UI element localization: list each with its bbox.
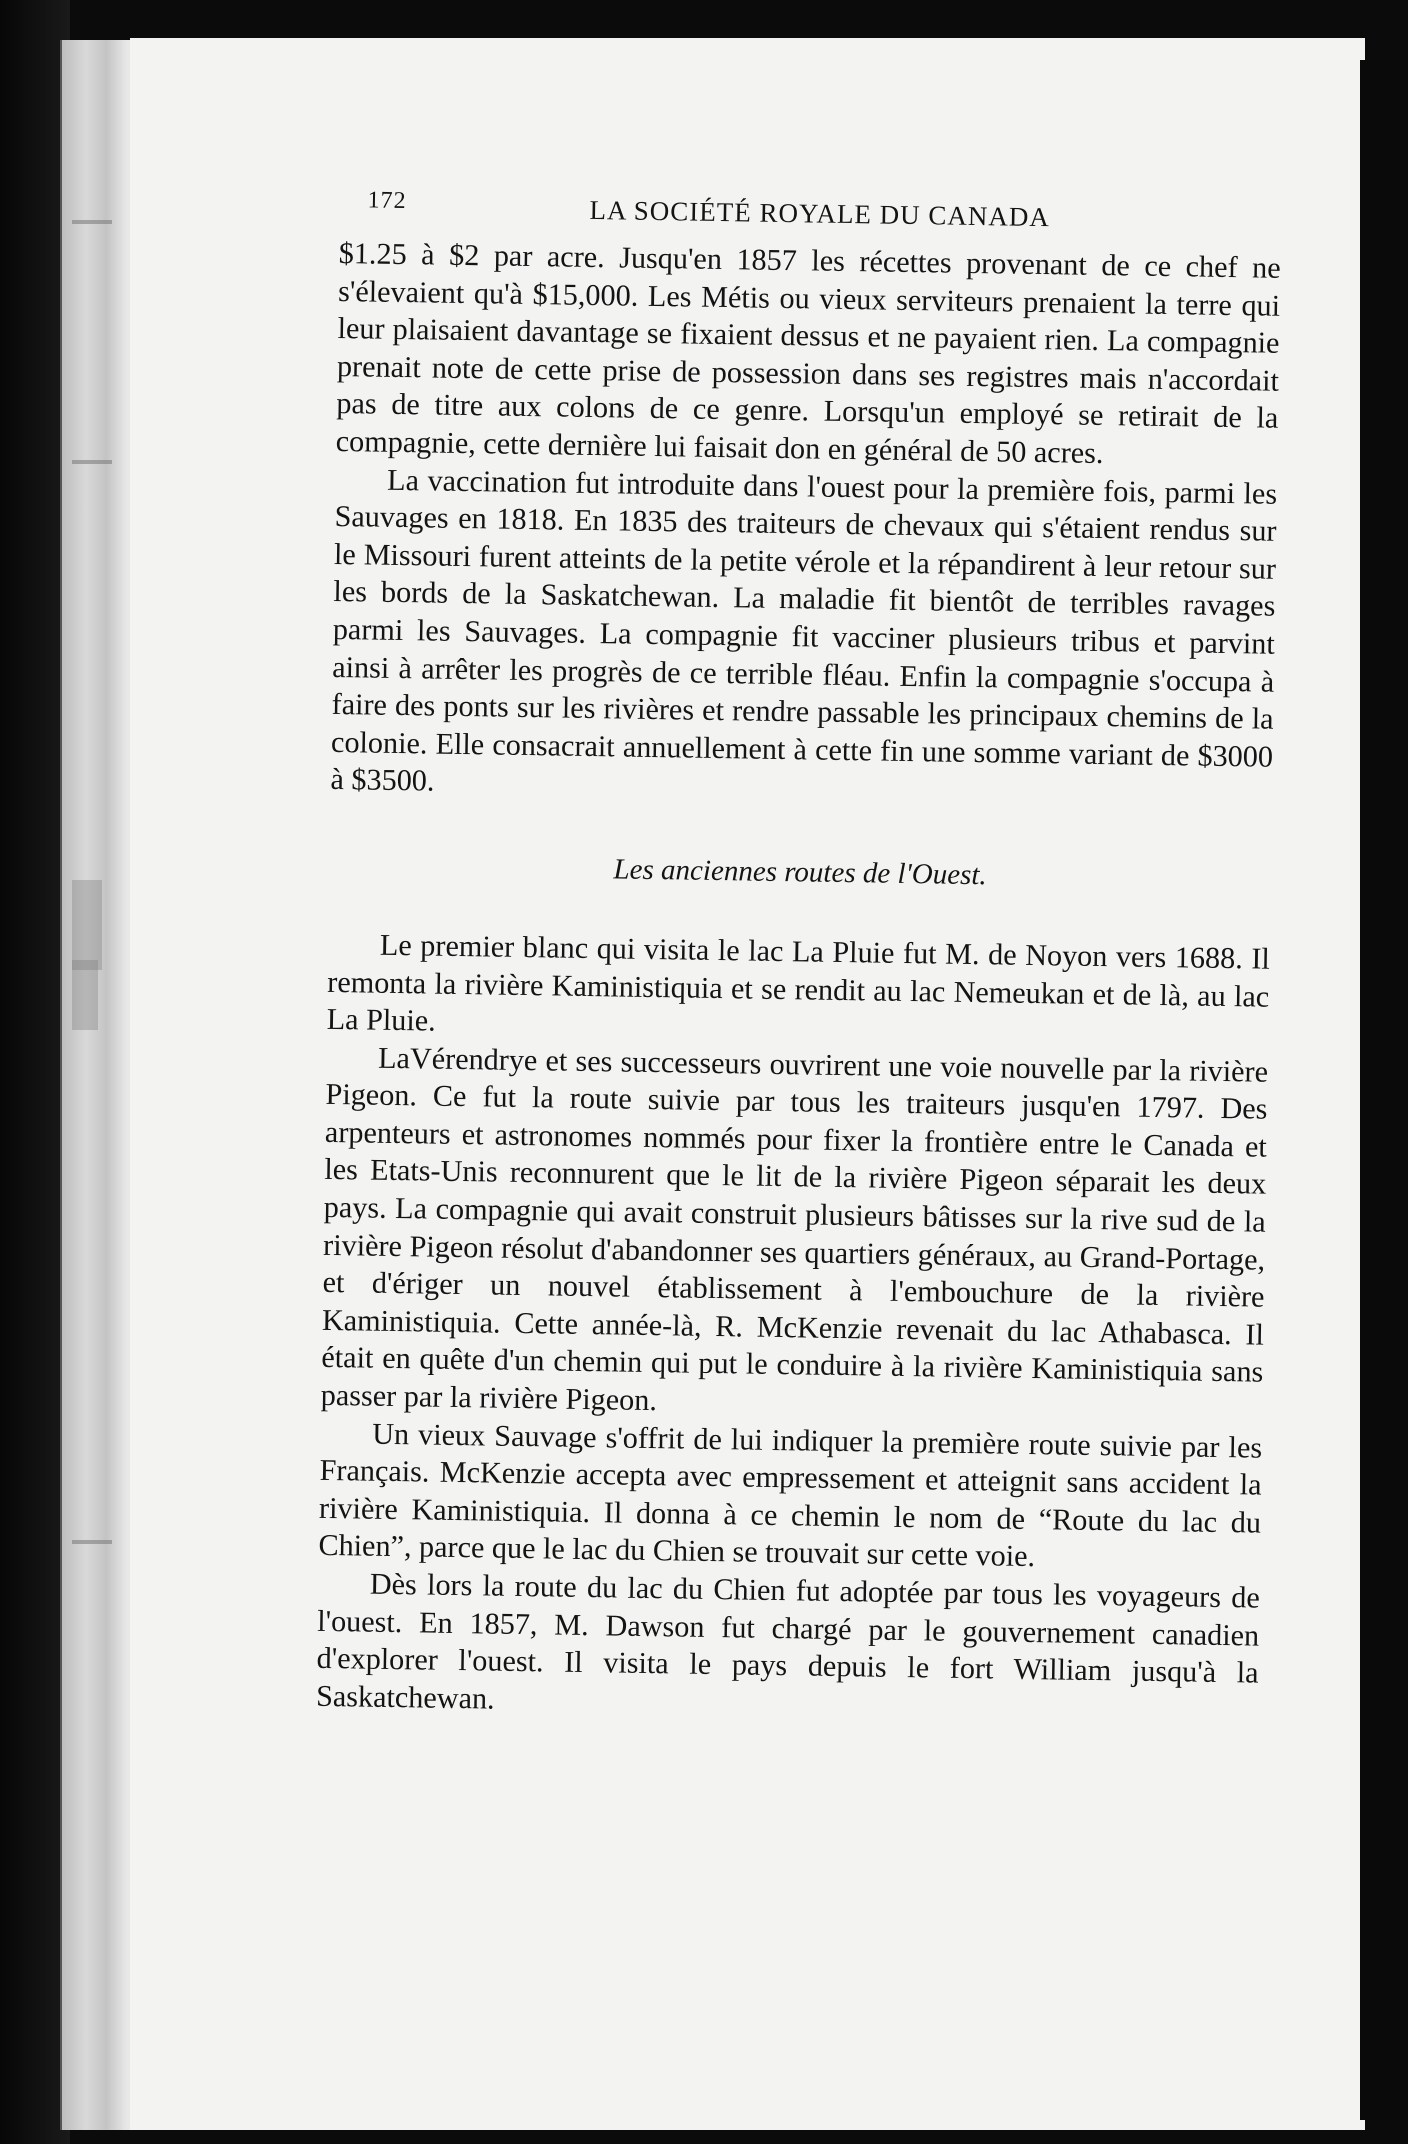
gutter-speck [72, 460, 112, 464]
body-text-top [330, 235, 1281, 814]
paragraph: La vaccination fut introduite dans l'ouest pour la première fois, parmi les Sauvages en 1818. En 1835 des traiteurs de chevaux qui s'étaient rendus sur le Missouri furent atteints de la petite vérole et la répandirent à leur retour sur les bords de la Saskatchewan. La maladie fit bientôt de terribles ravages parmi les Sauvages. La compagnie fit vacciner plusieurs tribus et parvint ainsi à arrêter les progrès de ce terrible fléau. Enfin la compagnie s'occupa à faire des ponts sur les rivières et rendre passable les principaux chemins de la colonie. Elle consacrait annuellement à cette fin une somme variant de $3000 à $3500. [330, 462, 1278, 798]
paragraph: Dès lors la route du lac du Chien fut adoptée par tous les voyageurs de l'ouest. En 1857, M. Dawson fut chargé par le gouvernement canadien d'explorer l'ouest. Il visita le pays depuis le fort William jusqu'à la Saskatchewan. [315, 1566, 1261, 1716]
paragraph: Le premier blanc qui visita le lac La Pluie fut M. de Noyon vers 1688. Il remonta la rivière Kaministiquia et se rendit au lac Nemeukan et de là, au lac La Pluie. [326, 927, 1271, 1038]
section-heading: Les anciennes routes de l'Ouest. [613, 853, 987, 892]
scan-right-margin [1360, 60, 1408, 2120]
paragraph: LaVérendrye et ses successeurs ouvrirent une voie nouvelle par la rivière Pigeon. Ce fut la route suivie par tous les traiteurs jusqu'en 1797. Des arpenteurs et astronomes nommés pour fixer la frontière entre le Canada et les Etats-Unis reconnurent que le lit de la rivière Pigeon séparait les deux pays. La compagnie qui avait construit plusieurs bâtisses sur la rive sud de la rivière Pigeon résolut d'abandonner ses quartiers généraux, au Grand-Portage, et d'ériger un nouvel établissement à l'embouchure de la rivière Kaministiquia. Cette année-là, R. McKenzie revenait du lac Athabasca. Il était en quête d'un chemin qui put le conduire à la rivière Kaministiquia sans passer par la rivière Pigeon. [320, 1040, 1269, 1418]
gutter-speck [72, 1540, 112, 1544]
page-text [316, 175, 1282, 1730]
body-text-bottom [316, 926, 1270, 1730]
gutter-speck [72, 960, 98, 1030]
running-title: LA SOCIÉTÉ ROYALE DU CANADA [589, 194, 1051, 233]
gutter-speck [72, 220, 112, 224]
paragraph: Un vieux Sauvage s'offrit de lui indiquer la première route suivie par les Français. McKenzie accepta avec empressement et atteignit sans accident la rivière Kaministiquia. Il donna à ce chemin le nom de “Route du lac du Chien”, parce que le lac du Chien se trouvait sur cette voie. [318, 1416, 1263, 1574]
gutter-speck [72, 880, 102, 970]
paragraph: $1.25 à $2 par acre. Jusqu'en 1857 les récettes provenant de ce chef ne s'élevaient qu'à $15,000. Les Métis ou vieux serviteurs prenaient la terre qui leur plaisaient davantage se fixaient dessus et ne payaient rien. La compagnie prenait note de cette prise de possession dans ses registres mais n'accordait pas de titre aux colons de ce genre. Lorsqu'un employé se retirait de la compagnie, cette dernière lui faisait don en général de 50 acres. [335, 235, 1281, 470]
page-number: 172 [367, 187, 407, 215]
